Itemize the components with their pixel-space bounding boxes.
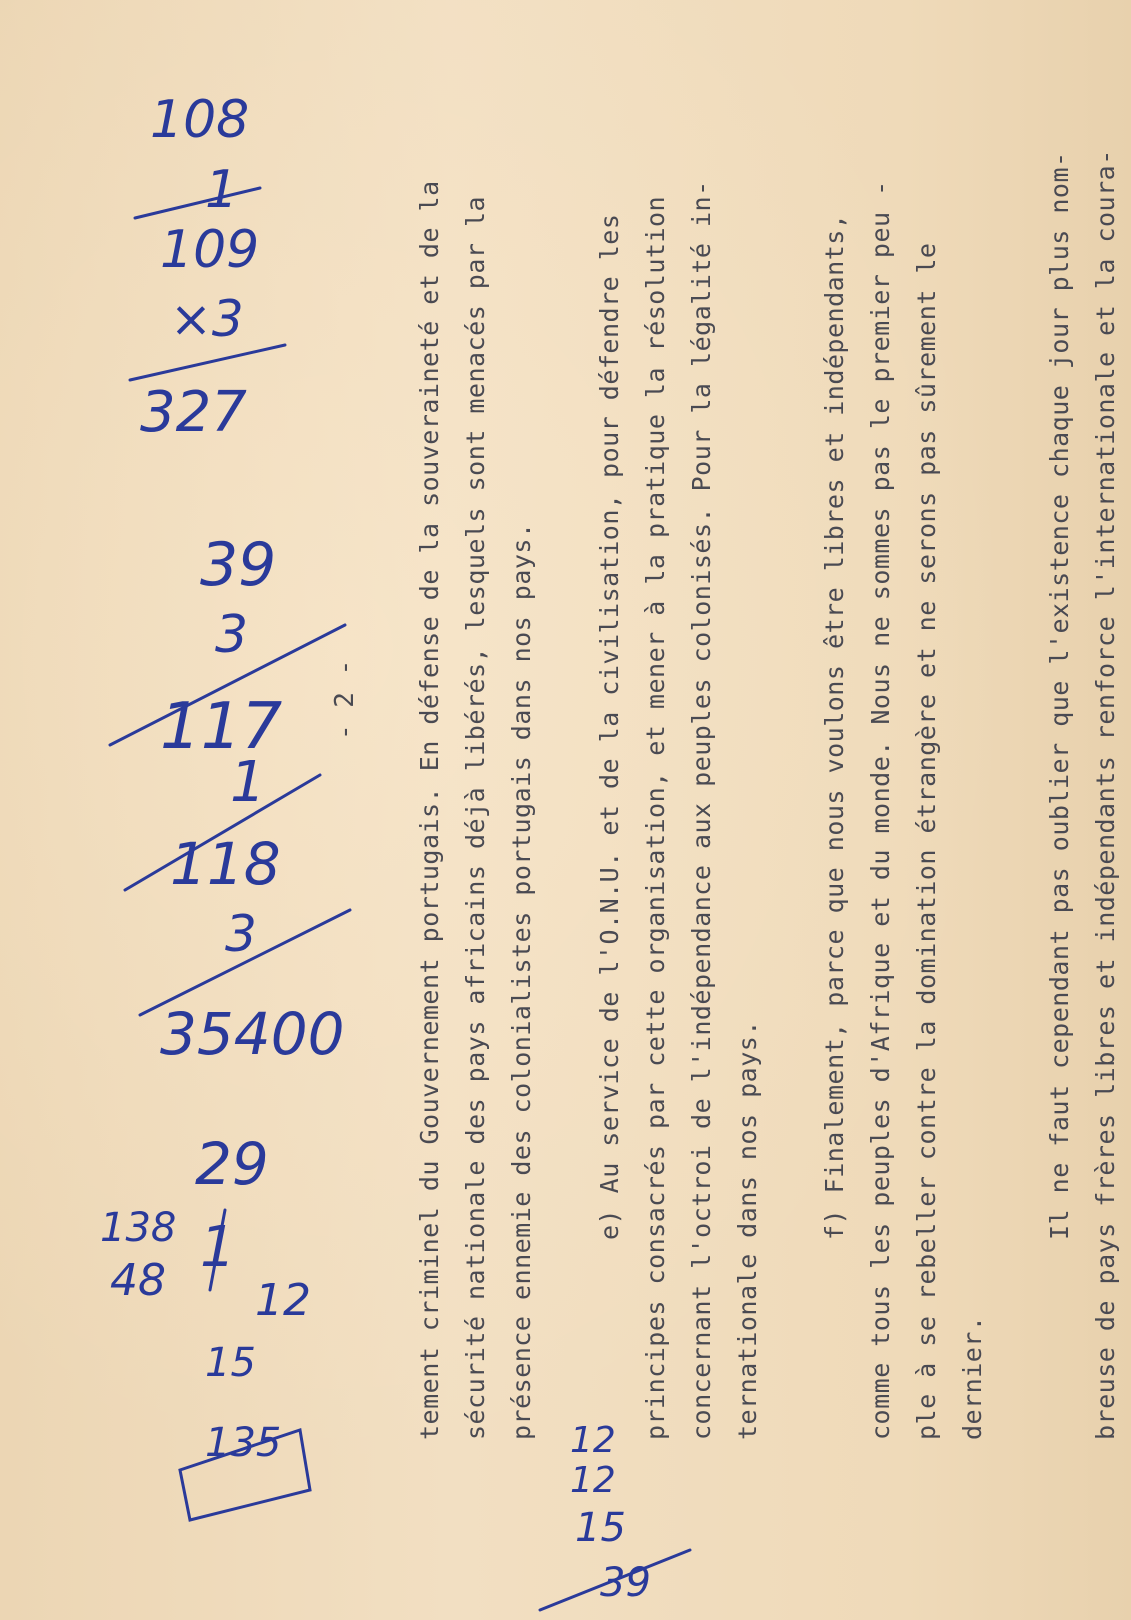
handwritten-number: 109 bbox=[160, 220, 260, 280]
handwritten-number: 15 bbox=[205, 1340, 256, 1386]
handwritten-number: 138 bbox=[100, 1205, 177, 1251]
handwritten-number: 39 bbox=[200, 530, 277, 600]
handwritten-number: 1 bbox=[230, 750, 266, 815]
handwritten-number: 29 bbox=[195, 1130, 269, 1198]
text-line: e) Au service de l'O.N.U. et de la civilisation, pour défendre les bbox=[595, 213, 624, 1240]
text-line: ternationale dans nos pays. bbox=[733, 1020, 762, 1440]
handwritten-number: 39 bbox=[600, 1560, 651, 1606]
handwritten-number: 1 bbox=[200, 1215, 236, 1280]
handwritten-number: 48 bbox=[110, 1255, 166, 1306]
text-line: comme tous les peuples d'Afrique et du monde. Nous ne sommes pas le premier peu - bbox=[866, 180, 895, 1440]
text-line: sécurité nationale des pays africains déjà libérés, lesquels sont menacés par la bbox=[461, 195, 490, 1440]
handwritten-number: 12 bbox=[570, 1420, 616, 1461]
handwritten-number: 15 bbox=[575, 1505, 626, 1551]
handwritten-number: 3 bbox=[215, 605, 249, 665]
handwritten-number: 35400 bbox=[160, 1000, 345, 1068]
handwritten-number: 118 bbox=[170, 830, 281, 898]
handwritten-number: 12 bbox=[570, 1460, 616, 1501]
text-line: f) Finalement, parce que nous voulons être libres et indépendants, bbox=[820, 213, 849, 1240]
text-line: ple à se rebeller contre la domination étrangère et ne serons pas sûrement le bbox=[912, 242, 941, 1440]
handwritten-number: 327 bbox=[140, 380, 247, 445]
handwritten-number: ×3 bbox=[170, 290, 244, 348]
handwritten-number: 108 bbox=[150, 90, 250, 150]
text-line: tement criminel du Gouvernement portugais. En défense de la souveraineté et de la bbox=[415, 180, 444, 1440]
handwritten-number: 3 bbox=[225, 905, 257, 963]
handwritten-number: 135 bbox=[205, 1420, 282, 1466]
handwritten-number: 1 bbox=[205, 160, 239, 220]
text-line: principes consacrés par cette organisation, et mener à la pratique la résolution bbox=[641, 195, 670, 1440]
handwritten-number: 117 bbox=[160, 690, 283, 764]
handwritten-number: 12 bbox=[255, 1275, 311, 1326]
text-line: breuse de pays frères libres et indépendants renforce l'internationale et la coura- bbox=[1091, 149, 1120, 1440]
page-number: - 2 - bbox=[330, 659, 360, 740]
text-line: présence ennemie des colonialistes portugais dans nos pays. bbox=[507, 522, 536, 1440]
text-line: Il ne faut cependant pas oublier que l'existence chaque jour plus nom- bbox=[1045, 151, 1074, 1240]
text-line: dernier. bbox=[958, 1315, 987, 1440]
text-line: concernant l'octroi de l'indépendance aux peuples colonisés. Pour la légalité in- bbox=[687, 180, 716, 1440]
